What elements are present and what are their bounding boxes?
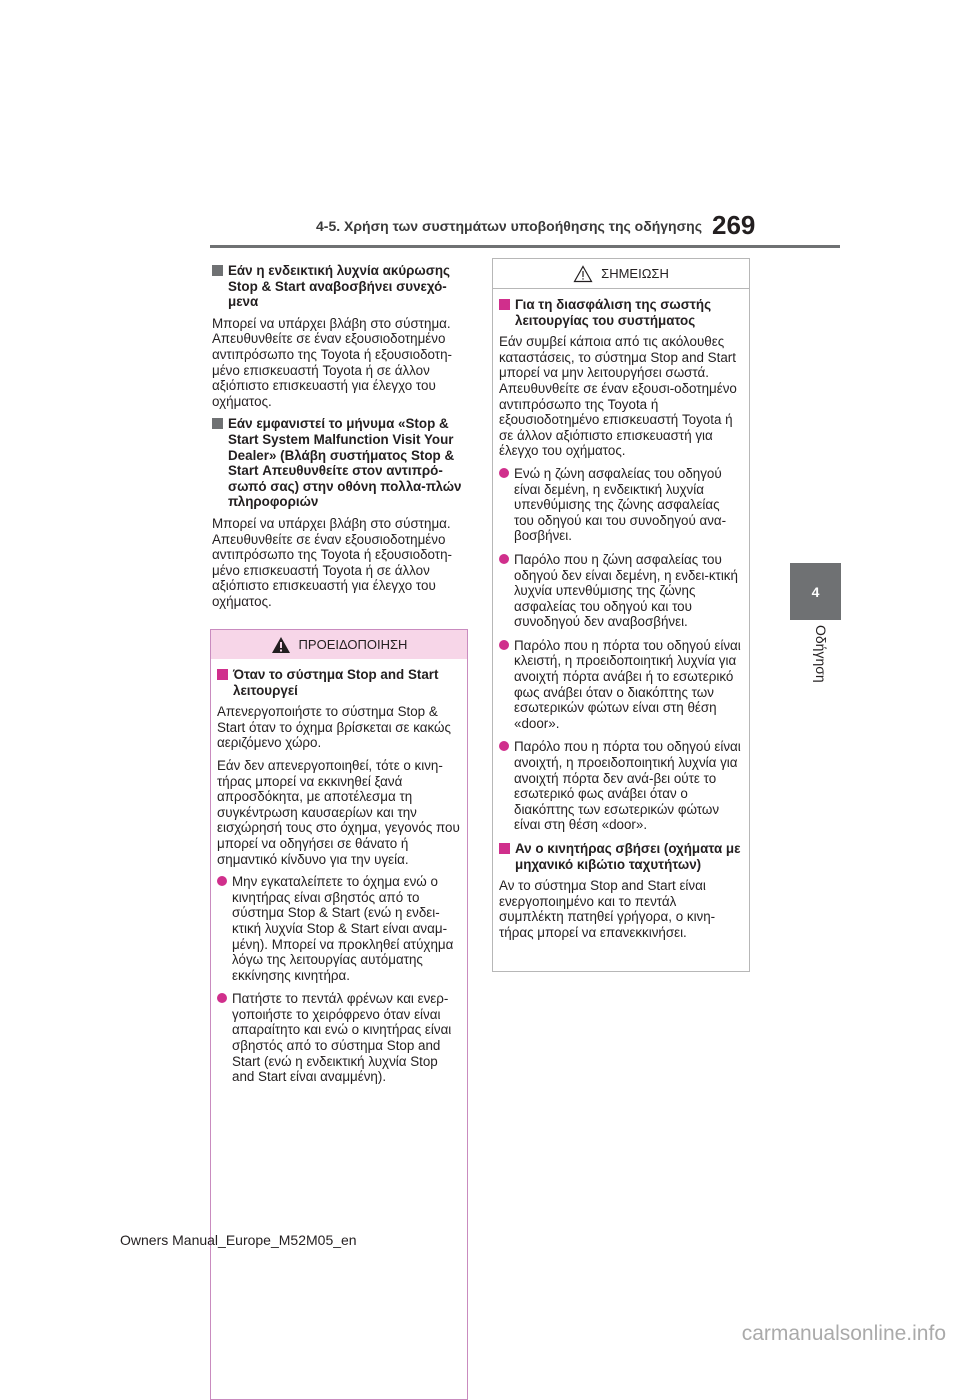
warning-paragraph: Εάν δεν απενεργοποιηθεί, τότε ο κινη-τήρας μπορεί να εκκινηθεί ξανά απροσδόκητα, με αποτέλεσμα τη συγκέντρωση καυσαερίων και την εισχώρησή τους στο όχημα, γεγονός που μπορεί να οδηγήσει σε θάνατο ή σημαντικό κίνδυνο για την υγεία. — [217, 757, 460, 867]
circle-bullet-icon — [499, 640, 509, 650]
heading-text: Εάν η ενδεικτική λυχνία ακύρωσης Stop & Start αναβοσβήνει συνεχό-μενα — [228, 263, 451, 310]
chapter-number: 4 — [811, 583, 820, 600]
note-heading — [499, 297, 743, 328]
list-item-text: Παρόλο που η πόρτα του οδηγού είναι κλειστή, η προειδοποιητική λυχνία για ανοιχτή πόρτα ανάβει ή το εσωτερικό φως ανάβει όταν ο διακόπτης των εσωτερικών φώτων είναι στη θέση «door». — [514, 637, 741, 731]
square-bullet-icon — [217, 669, 228, 680]
list-item — [217, 991, 461, 1085]
warning-triangle-icon — [271, 636, 291, 654]
square-bullet-icon — [499, 299, 510, 310]
warning-heading — [217, 667, 461, 698]
heading-text: Αν ο κινητήρας σβήσει (οχήματα με μηχανικό κιβώτιο ταχυτήτων) — [515, 841, 741, 872]
page-number: 269 — [712, 210, 756, 240]
heading-text: Εάν εμφανιστεί το μήνυμα «Stop & Start System Malfunction Visit Your Dealer» (Βλάβη συστήματος Stop & Start Απευθυνθείτε στον αντιπρό-σωπό σας) στην οθόνη πολλα-πλών πληροφοριών — [228, 416, 462, 510]
note-body — [493, 289, 749, 941]
list-item-text: Μην εγκαταλείπετε το όχημα ενώ ο κινητήρας είναι σβηστός από το σύστημα Stop & Start (ενώ η ενδει-κτική λυχνία Stop & Start είναι αναμ-μένη). Μπορεί να προκληθεί ατύχημα λόγω της λειτουργίας αυτόματης εκκίνησης κινητήρα. — [232, 874, 454, 983]
heading-text: Για τη διασφάλιση της σωστής λειτουργίας του συστήματος — [515, 297, 712, 328]
section-heading — [212, 416, 470, 510]
circle-bullet-icon — [499, 468, 509, 478]
list-item-text: Ενώ η ζώνη ασφαλείας του οδηγού είναι δεμένη, η ενδεικτική λυχνία υπενθύμισης της ζώνης ασφαλείας του οδηγού και του συνοδηγού ανα-βοσβήνει. — [514, 465, 727, 544]
section-text: Μπορεί να υπάρχει βλάβη στο σύστημα. Απευθυνθείτε σε έναν εξουσιοδοτημένο αντιπρόσωπο της Toyota ή εξουσιοδοτη-μένο επισκευαστή Toyota ή σε άλλον αξιόπιστο επισκευαστή για έλεγχο του οχήματος. — [212, 515, 452, 609]
square-bullet-icon — [212, 265, 223, 276]
square-bullet-icon — [212, 418, 223, 429]
heading-text: Όταν το σύστημα Stop and Start λειτουργεί — [233, 667, 439, 698]
caution-triangle-icon — [573, 265, 593, 283]
circle-bullet-icon — [499, 741, 509, 751]
list-item — [217, 874, 461, 983]
list-item — [499, 466, 743, 544]
note-box — [492, 258, 750, 972]
warning-paragraph: Απενεργοποιήστε το σύστημα Stop & Start όταν το όχημα βρίσκεται σε κακώς αεριζόμενο χώρο. — [217, 704, 451, 751]
warning-body — [211, 659, 467, 1085]
chapter-tab — [790, 563, 841, 620]
footer-text: Owners Manual_Europe_M52M05_en — [120, 1232, 357, 1248]
header-divider — [210, 245, 840, 248]
warning-box — [210, 629, 468, 1400]
section-text: Μπορεί να υπάρχει βλάβη στο σύστημα. Απευθυνθείτε σε έναν εξουσιοδοτημένο αντιπρόσωπο της Toyota ή εξουσιοδοτη-μένο επισκευαστή Toyota ή σε άλλον αξιόπιστο επισκευαστή για έλεγχο του οχήματος. — [212, 315, 452, 409]
section-heading — [212, 263, 470, 310]
list-item-text: Παρόλο που η πόρτα του οδηγού είναι ανοιχτή, η προειδοποιητική λυχνία για ανοιχτή πόρτα δεν ανά-βει ούτε το εσωτερικό φως ανάβει όταν ο διακόπτης των εσωτερικών φώτων είναι στη θέση «door». — [514, 739, 741, 833]
list-item — [499, 638, 743, 732]
list-item — [499, 739, 743, 833]
left-column — [212, 263, 470, 616]
note-heading — [499, 841, 743, 872]
note-title: ΣΗΜΕΙΩΣΗ — [601, 266, 669, 281]
chapter-label: Οδήγηση — [813, 625, 829, 683]
circle-bullet-icon — [499, 554, 509, 564]
circle-bullet-icon — [217, 876, 227, 886]
watermark: carmanualsonline.info — [741, 1322, 946, 1345]
note-header — [493, 259, 749, 289]
section-title: 4-5. Χρήση των συστημάτων υποβοήθησης της οδήγησης — [316, 218, 702, 234]
list-item-text: Πατήστε το πεντάλ φρένων και ενερ-γοποιήστε το χειρόφρενο όταν είναι απαραίτητο και ενώ ο κινητήρας είναι σβηστός από το σύστημα Stop and Start (ενώ η ενδεικτική λυχνία Stop and Start είναι αναμμένη). — [232, 991, 452, 1085]
note-paragraph: Αν το σύστημα Stop and Start είναι ενεργοποιημένο και το πεντάλ συμπλέκτη πατηθεί γρήγορα, ο κινη-τήρας μπορεί να επανεκκινήσει. — [499, 878, 716, 940]
list-item — [499, 552, 743, 630]
square-bullet-icon — [499, 843, 510, 854]
circle-bullet-icon — [217, 993, 227, 1003]
list-item-text: Παρόλο που η ζώνη ασφαλείας του οδηγού δεν είναι δεμένη, η ενδει-κτική λυχνία υπενθύμισης της ζώνης ασφαλείας του οδηγού και του συνοδηγού δεν αναβοσβήνει. — [514, 551, 738, 630]
warning-title: ΠΡΟΕΙΔΟΠΟΙΗΣΗ — [298, 637, 408, 652]
warning-header — [211, 630, 467, 659]
note-paragraph: Εάν συμβεί κάποια από τις ακόλουθες καταστάσεις, το σύστημα Stop and Start μπορεί να μην λειτουργήσει σωστά. Απευθυνθείτε σε έναν εξουσι-οδοτημένο αντιπρόσωπο της Toyota ή εξουσιοδοτημένο επισκευαστή Toyota ή σε άλλον αξιόπιστο επισκευαστή για έλεγχο του οχήματος. — [499, 334, 737, 459]
